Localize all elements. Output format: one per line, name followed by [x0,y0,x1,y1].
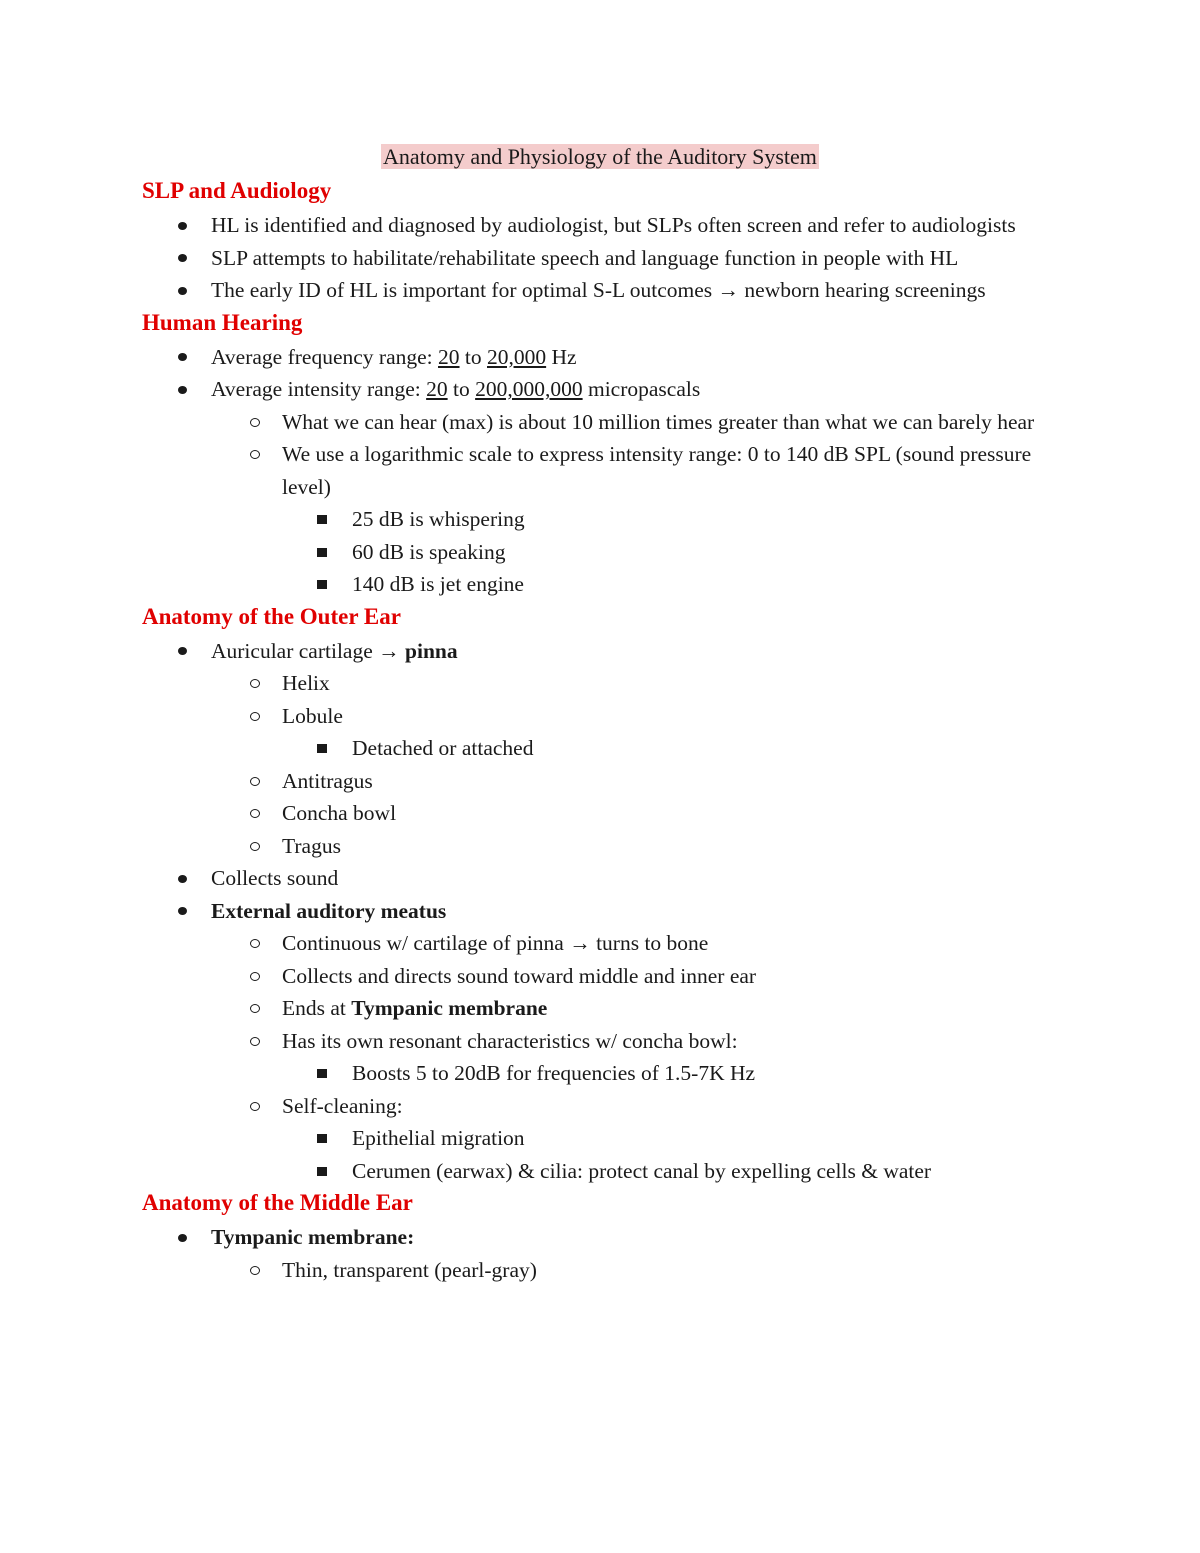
circle-bullet-icon [250,830,260,863]
square-bullet-icon [317,1057,327,1090]
square-bullet-icon [317,1122,327,1155]
circle-bullet-icon [250,406,260,439]
document-body [142,175,1062,1286]
section-heading-middle-ear: Anatomy of the Middle Ear [142,1190,413,1215]
circle-bullet-icon [250,765,260,798]
circle-bullet-icon [250,1090,260,1123]
circle-bullet-icon [250,927,260,960]
circle-bullet-icon [250,700,260,733]
list-item: HL is identified and diagnosed by audiologist, but SLPs often screen and refer to audiologists [142,209,1062,242]
bullet-icon [178,341,187,374]
list-item: 60 dB is speaking [142,536,1062,569]
list-item: The early ID of HL is important for optimal S-L outcomes → newborn hearing screenings [142,274,1062,307]
list-item: Concha bowl [142,797,1062,830]
list-item: Lobule [142,700,1062,733]
circle-bullet-icon [250,667,260,700]
section-heading-slp: SLP and Audiology [142,178,332,203]
list-item: Collects sound [142,862,1062,895]
list-item: Cerumen (earwax) & cilia: protect canal by expelling cells & water [142,1155,1062,1188]
list-item: Detached or attached [142,732,1062,765]
list-item-frequency: Average frequency range: 20 to 20,000 Hz [142,341,1062,374]
circle-bullet-icon [250,960,260,993]
list-item: Self-cleaning: [142,1090,1062,1123]
circle-bullet-icon [250,1254,260,1287]
document-title: Anatomy and Physiology of the Auditory System [383,144,817,169]
list-item: Collects and directs sound toward middle and inner ear [142,960,1062,993]
list-item: 140 dB is jet engine [142,568,1062,601]
list-item: What we can hear (max) is about 10 million times greater than what we can barely hear [142,406,1062,439]
list-item: 25 dB is whispering [142,503,1062,536]
list-item: Tympanic membrane: [142,1221,1062,1254]
square-bullet-icon [317,536,327,569]
square-bullet-icon [317,1155,327,1188]
list-item: Antitragus [142,765,1062,798]
bullet-icon [178,274,187,307]
list-item: Boosts 5 to 20dB for frequencies of 1.5-7K Hz [142,1057,1062,1090]
bullet-icon [178,895,187,928]
list-item: We use a logarithmic scale to express intensity range: 0 to 140 dB SPL (sound pressure level) [142,438,1062,503]
circle-bullet-icon [250,797,260,830]
section-heading-hearing: Human Hearing [142,309,303,335]
bullet-icon [178,1221,187,1254]
list-item: Has its own resonant characteristics w/ concha bowl: [142,1025,1062,1058]
square-bullet-icon [317,568,327,601]
bullet-icon [178,635,187,668]
document-title-wrap [0,143,1200,171]
list-item: External auditory meatus [142,895,1062,928]
list-item: SLP attempts to habilitate/rehabilitate speech and language function in people with HL [142,242,1062,275]
list-item: Tragus [142,830,1062,863]
bullet-icon [178,242,187,275]
bullet-icon [178,373,187,406]
bullet-icon [178,209,187,242]
list-item: Thin, transparent (pearl-gray) [142,1254,1062,1287]
list-item-intensity: Average intensity range: 20 to 200,000,000 micropascals [142,373,1062,406]
list-item: Continuous w/ cartilage of pinna → turns to bone [142,927,1062,960]
list-item: Helix [142,667,1062,700]
bullet-icon [178,862,187,895]
list-item: Ends at Tympanic membrane [142,992,1062,1025]
list-item: Epithelial migration [142,1122,1062,1155]
square-bullet-icon [317,503,327,536]
circle-bullet-icon [250,1025,260,1058]
circle-bullet-icon [250,992,260,1025]
square-bullet-icon [317,732,327,765]
section-heading-outer-ear: Anatomy of the Outer Ear [142,603,401,629]
list-item-auricular: Auricular cartilage → pinna [142,635,1062,668]
circle-bullet-icon [250,438,260,471]
